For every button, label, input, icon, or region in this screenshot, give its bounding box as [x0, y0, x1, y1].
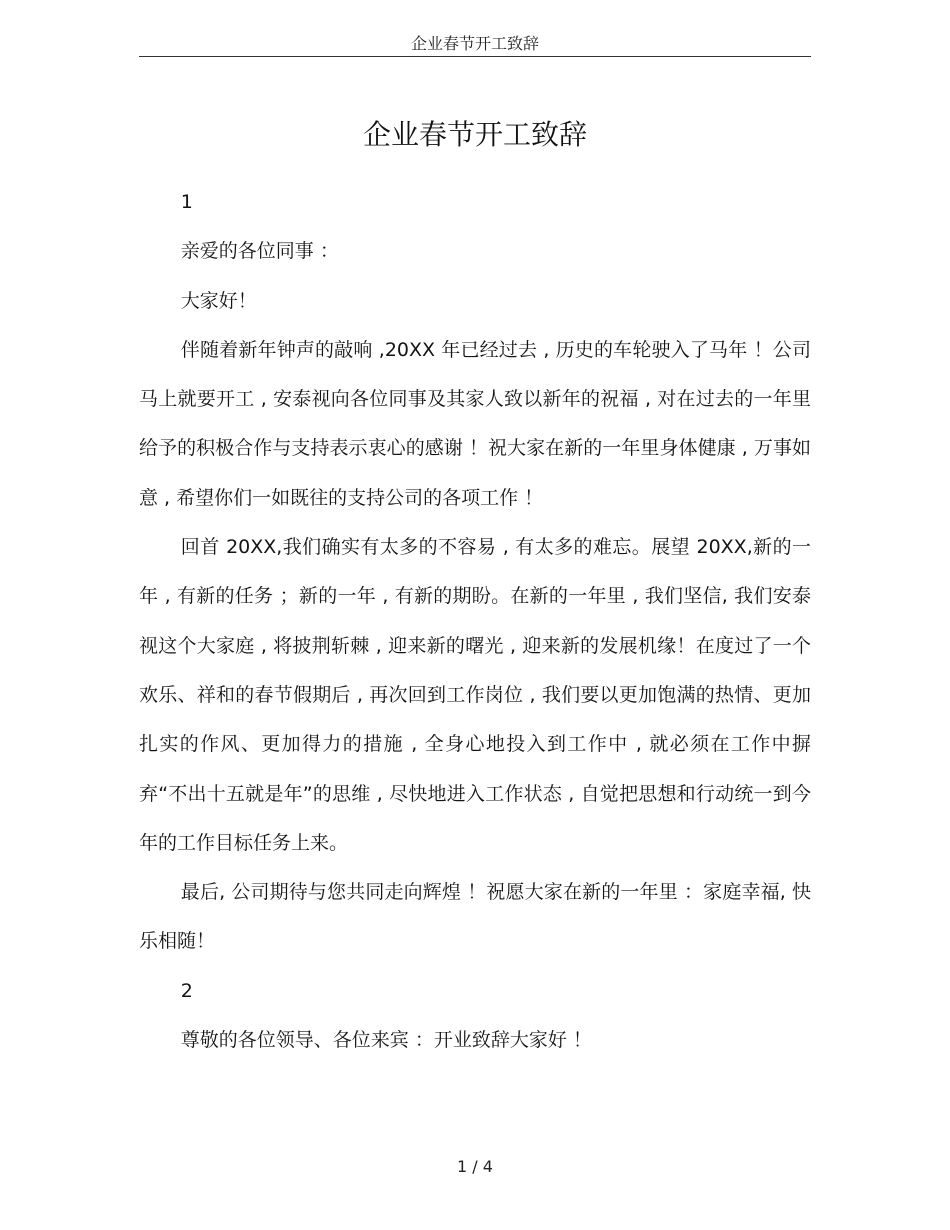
body-paragraph: 伴随着新年钟声的敲响 ,20XX 年已经过去 , 历史的车轮驶入了马年 ！公司马上就要开工 , 安泰视向各位同事及其家人致以新年的祝福 , 对在过去的一年里给予的积极合作与支持表示衷心的感谢 ！祝大家在新的一年里身体健康 , 万事如意 , 希望你们一如既往的支持公司的各项工作 ！	[139, 338, 811, 509]
document-title: 企业春节开工致辞	[362, 118, 587, 151]
salutation: 尊敬的各位领导、各位来宾 ：开业致辞大家好 ！	[180, 1029, 592, 1052]
greeting: 大家好！	[180, 289, 257, 312]
closing-paragraph: 最后, 公司期待与您共同走向辉煌 ！祝愿大家在新的一年里 ：家庭幸福, 快乐相随！	[139, 881, 811, 953]
document-body	[139, 178, 811, 1065]
section-number: 2	[180, 979, 193, 1002]
page-number: 1 / 4	[457, 1157, 493, 1176]
header-divider	[139, 56, 811, 57]
running-header: 企业春节开工致辞	[410, 34, 539, 53]
body-paragraph: 回首 20XX,我们确实有太多的不容易 , 有太多的难忘。展望 20XX,新的一年 , 有新的任务 ；新的一年 , 有新的期盼。在新的一年里 , 我们坚信, 我们安泰视这个大家庭 , 将披荆斩棘 , 迎来新的曙光 , 迎来新的发展机缘！在度过了一个欢乐、祥和的春节假期后 , 再次回到工作岗位 , 我们要以更加饱满的热情、更加扎实的作风、更加得力的措施 , 全身心地投入到工作中 , 就必须在工作中摒弃“不出十五就是年”的思维 , 尽快地进入工作状态 , 自觉把思想和行动统一到今年的工作目标任务上来。	[139, 536, 811, 854]
salutation: 亲爱的各位同事 ：	[180, 240, 339, 263]
section-number: 1	[180, 191, 193, 213]
